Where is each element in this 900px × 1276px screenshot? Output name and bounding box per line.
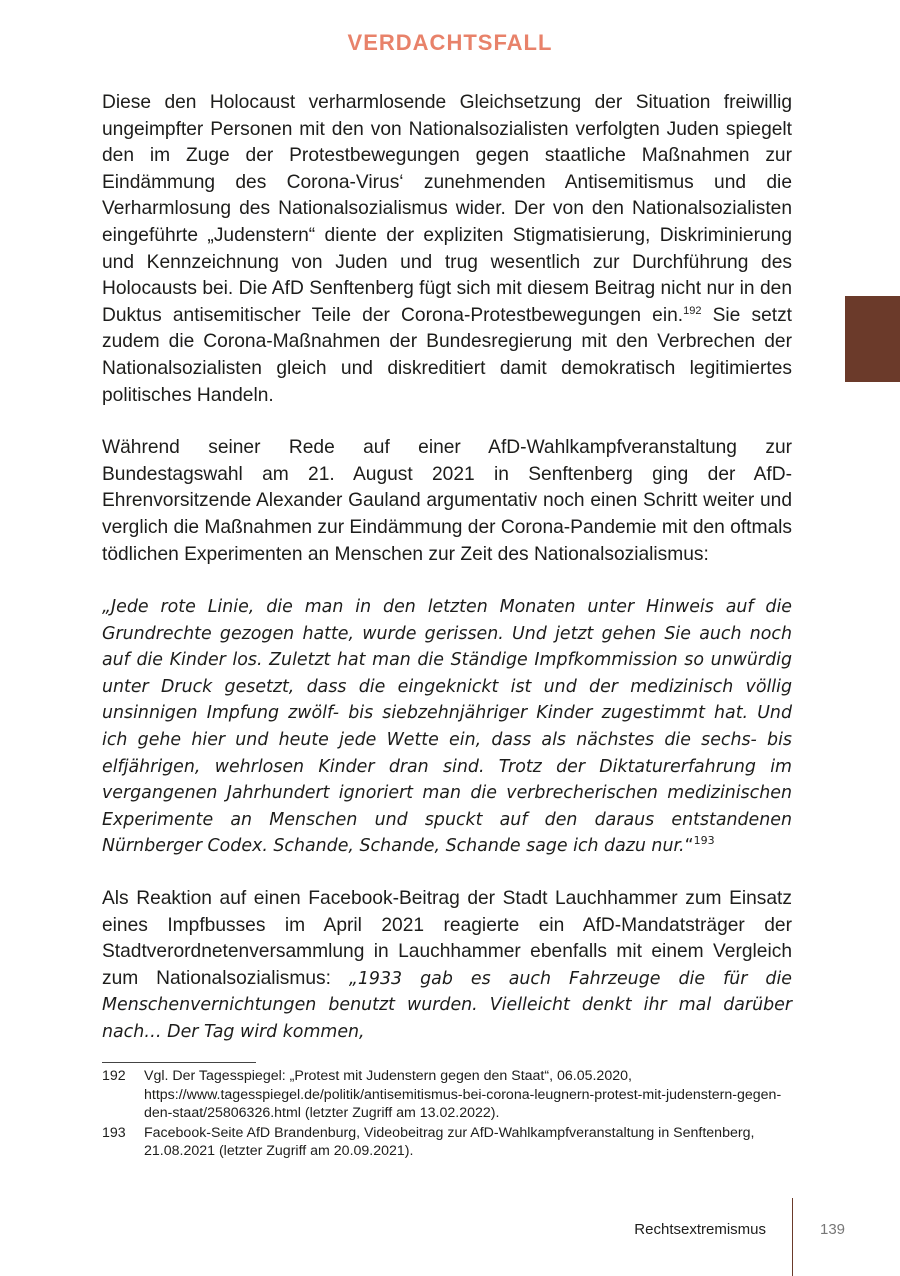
paragraph-1-text: Diese den Holocaust verharmlosende Gleichsetzung der Situation freiwillig ungeimpfter Personen mit den von Nationalsozialisten verfolgten Juden spiegelt den im Zuge der Protestbewegungen gegen staatliche Maßnahmen zur Eindämmung des Corona-Virus‘ zunehmenden Antisemitismus und die Verharmlosung des Nationalsozialismus wider. Der von den Nationalsozialisten eingeführte „Judenstern“ diente der expliziten Stigmatisierung, Diskriminierung und Kennzeichnung von Juden und trug wesentlich zur Durchführung des Holocausts bei. Die AfD Senftenberg fügt sich mit diesem Beitrag nicht nur in den Duktus antisemitischer Teile der Corona-Protestbewegungen ein. (102, 92, 792, 326)
block-quote-text: „Jede rote Linie, die man in den letzten Monaten unter Hinweis auf die Grundrechte gezogen hatte, wurde gerissen. Und jetzt gehen Sie auch noch auf die Kinder los. Zuletzt hat man die Ständige Impfkommission so unwürdig unter Druck gesetzt, dass die eingeknickt ist und der medizinisch völlig unsinnigen Impfung zwölf- bis siebzehnjähriger Kinder zugestimmt hat. Und ich gehe hier und heute jede Wette ein, dass als nächstes die sechs- bis elfjährigen, wehrlosen Kinder dran sind. Trotz der Diktaturerfahrung im vergangenen Jahrhundert ignoriert man die verbrecherischen medizinischen Experimente an Menschen und spuckt auf den daraus entstandenen Nürnberger Codex. Schande, Schande, Schande sage ich dazu nur. (102, 597, 792, 857)
footnote-ref-192[interactable]: 192 (683, 304, 702, 317)
footer-section-label: Rechtsextremismus (634, 1221, 766, 1238)
footnote-divider (102, 1062, 256, 1063)
footnote-number: 192 (102, 1068, 126, 1084)
footnote-192 (102, 1067, 792, 1123)
paragraph-1 (102, 90, 792, 409)
chapter-tab-marker (845, 296, 900, 382)
running-header: VERDACHTSFALL (347, 30, 553, 55)
footnote-193 (102, 1124, 792, 1161)
quote-close-mark: “ (684, 836, 694, 857)
paragraph-4-text: Als Reaktion auf einen Facebook-Beitrag der Stadt Lauchhammer zum Einsatz eines Impfbusses im April 2021 reagierte ein AfD-Mandatsträger der Stadtverordnetenversammlung in Lauchhammer ebenfalls mit einem Vergleich zum Nationalsozialismus: (102, 888, 792, 989)
main-text (102, 90, 792, 1046)
paragraph-1-tail: Sie setzt zudem die Corona-Maßnahmen der Bundesregierung mit den Verbrechen der Nationalsozialisten gleich und diskreditiert damit demokratisch legitimiertes politisches Handeln. (102, 304, 792, 406)
footnote-ref-193[interactable]: 193 (693, 834, 715, 848)
footer-divider (792, 1198, 793, 1276)
paragraph-4 (102, 886, 792, 1046)
footnote-number: 193 (102, 1124, 126, 1141)
inline-quote: „1933 gab es auch Fahrzeuge die für die Menschenvernichtungen benutzt wurden. Vielleicht denkt ihr mal darüber nach… Der Tag wird kommen, (102, 968, 792, 1042)
footnote-text: Vgl. Der Tagesspiegel: „Protest mit Judenstern gegen den Staat“, 06.05.2020, https://www.tagesspiegel.de/politik/antisemitismus-bei-corona-leugnern-protest-mit-judenstern-gegen-den-staat/25806326.html (letzter Zugriff am 13.02.2022). (144, 1068, 782, 1122)
block-quote (102, 594, 792, 860)
footnote-text: Facebook-Seite AfD Brandenburg, Videobeitrag zur AfD-Wahlkampfveranstaltung in Senftenberg, 21.08.2021 (letzter Zugriff am 20.09.2021). (144, 1124, 755, 1160)
paragraph-2: Während seiner Rede auf einer AfD-Wahlkampfveranstaltung zur Bundestagswahl am 21. August 2021 in Senftenberg ging der AfD-Ehrenvorsitzende Alexander Gauland argumentativ noch einen Schritt weiter und verglich die Maßnahmen zur Eindämmung der Corona-Pandemie mit den oftmals tödlichen Experimenten an Menschen zur Zeit des Nationalsozialismus: (102, 437, 793, 565)
footnotes (102, 1067, 792, 1162)
page-number: 139 (820, 1221, 846, 1238)
